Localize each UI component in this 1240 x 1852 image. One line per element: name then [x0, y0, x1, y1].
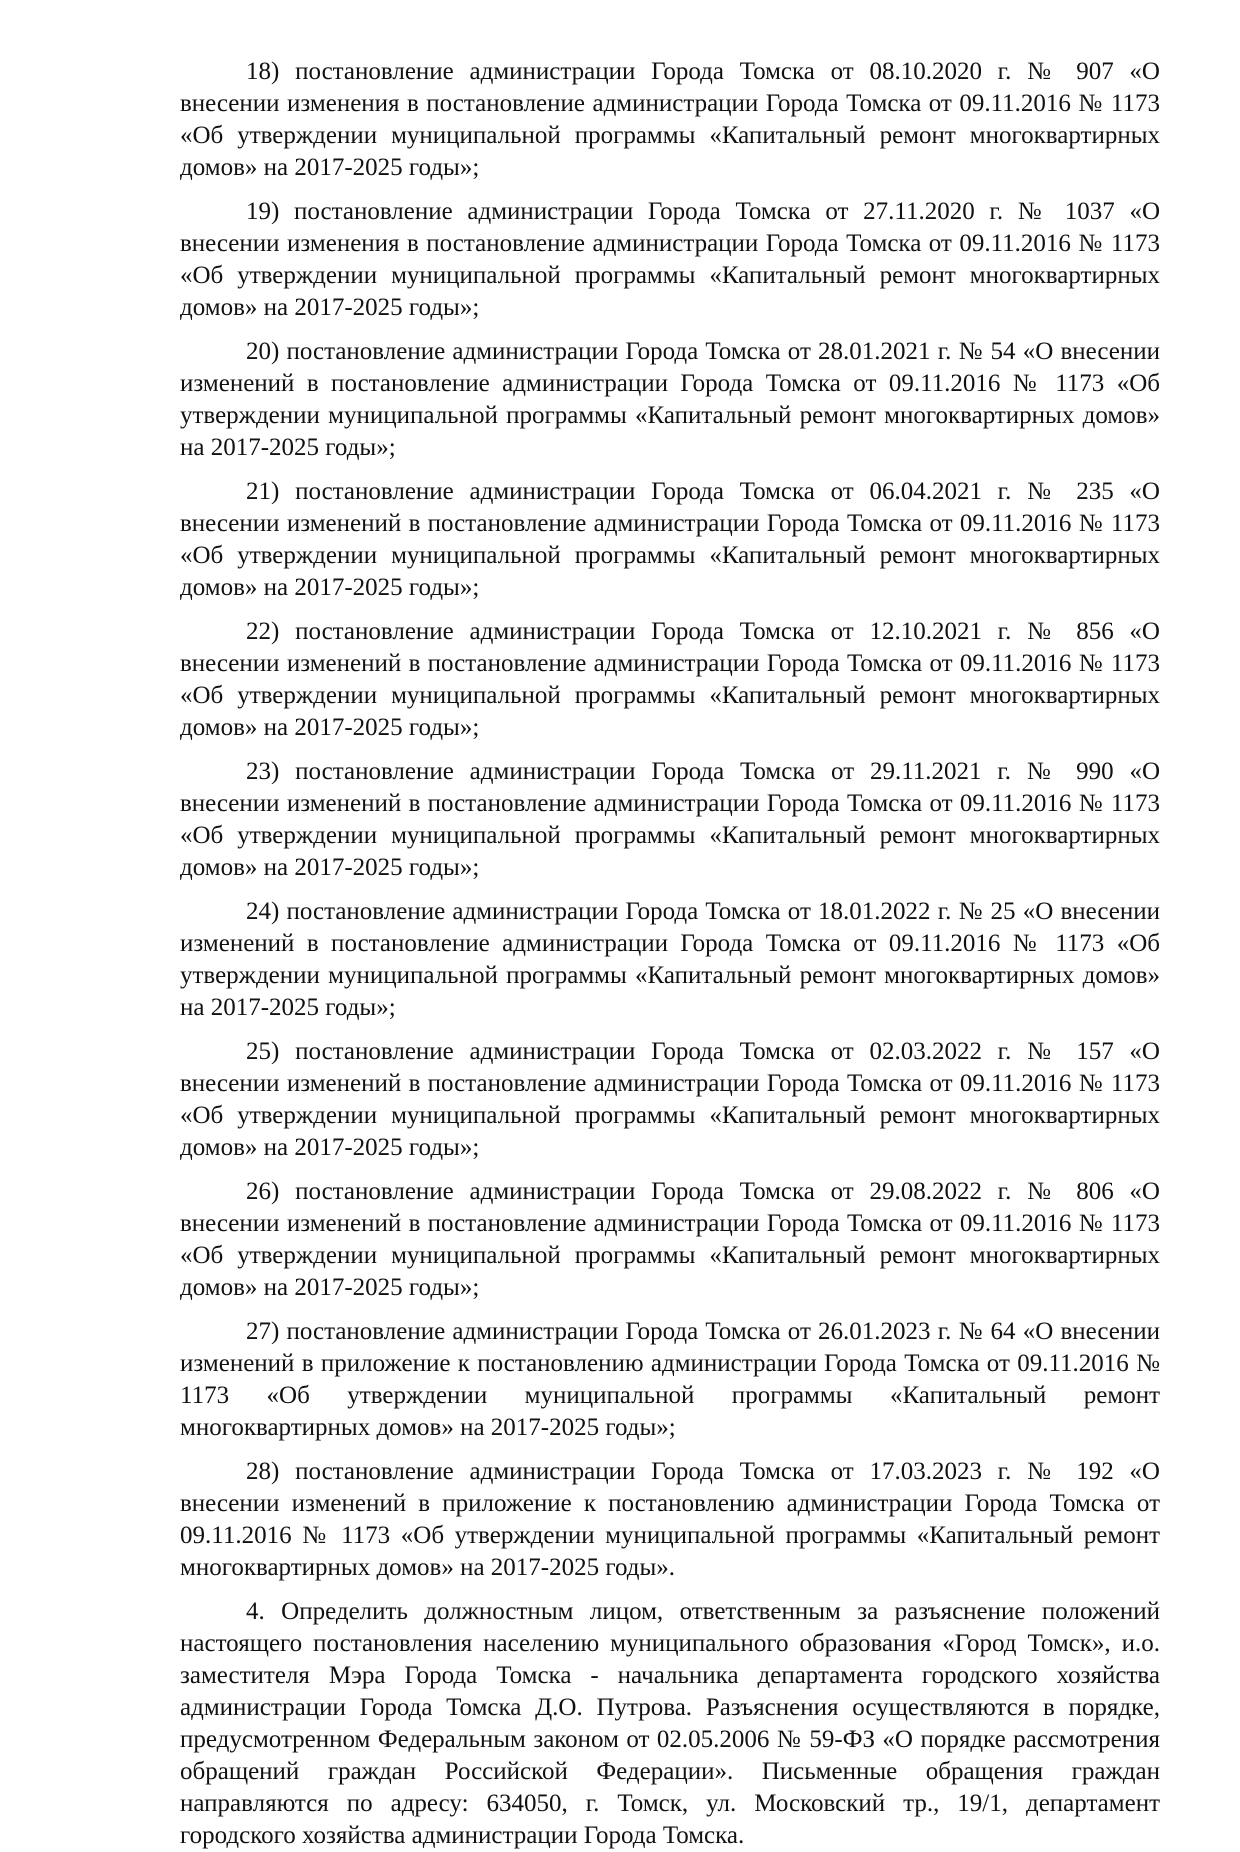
list-item-23: 23) постановление администрации Города Томска от 29.11.2021 г. № 990 «О внесении изменений в постановление администрации Города Томска от 09.11.2016 № 1173 «Об утверждении муниципальной программы «Капитальный ремонт многоквартирных домов» на 2017-2025 годы»; [180, 758, 1160, 881]
list-item-19: 19) постановление администрации Города Томска от 27.11.2020 г. № 1037 «О внесении изменения в постановление администрации Города Томска от 09.11.2016 № 1173 «Об утверждении муниципальной программы «Капитальный ремонт многоквартирных домов» на 2017-2025 годы»; [180, 198, 1160, 321]
list-item-26: 26) постановление администрации Города Томска от 29.08.2022 г. № 806 «О внесении изменений в постановление администрации Города Томска от 09.11.2016 № 1173 «Об утверждении муниципальной программы «Капитальный ремонт многоквартирных домов» на 2017-2025 годы»; [180, 1178, 1160, 1301]
list-item-22: 22) постановление администрации Города Томска от 12.10.2021 г. № 856 «О внесении изменений в постановление администрации Города Томска от 09.11.2016 № 1173 «Об утверждении муниципальной программы «Капитальный ремонт многоквартирных домов» на 2017-2025 годы»; [180, 618, 1160, 741]
list-item-20: 20) постановление администрации Города Томска от 28.01.2021 г. № 54 «О внесении изменений в постановление администрации Города Томска от 09.11.2016 № 1173 «Об утверждении муниципальной программы «Капитальный ремонт многоквартирных домов» на 2017-2025 годы»; [180, 338, 1160, 461]
list-item-18: 18) постановление администрации Города Томска от 08.10.2020 г. № 907 «О внесении изменения в постановление администрации Города Томска от 09.11.2016 № 1173 «Об утверждении муниципальной программы «Капитальный ремонт многоквартирных домов» на 2017-2025 годы»; [180, 58, 1160, 181]
clause-4: 4. Определить должностным лицом, ответственным за разъяснение положений настоящего постановления населению муниципального образования «Город Томск», и.о. заместителя Мэра Города Томска - начальника департамента городского хозяйства администрации Города Томска Д.О. Путрова. Разъяснения осуществляются в порядке, предусмотренном Федеральным законом от 02.05.2006 № 59-ФЗ «О порядке рассмотрения обращений граждан Российской Федерации». Письменные обращения граждан направляются по адресу: 634050, г. Томск, ул. Московский тр., 19/1, департамент городского хозяйства администрации Города Томска. [180, 1598, 1160, 1849]
list-item-24: 24) постановление администрации Города Томска от 18.01.2022 г. № 25 «О внесении изменений в постановление администрации Города Томска от 09.11.2016 № 1173 «Об утверждении муниципальной программы «Капитальный ремонт многоквартирных домов» на 2017-2025 годы»; [180, 898, 1160, 1021]
list-item-28: 28) постановление администрации Города Томска от 17.03.2023 г. № 192 «О внесении изменений в приложение к постановлению администрации Города Томска от 09.11.2016 № 1173 «Об утверждении муниципальной программы «Капитальный ремонт многоквартирных домов» на 2017-2025 годы». [180, 1458, 1160, 1581]
list-item-21: 21) постановление администрации Города Томска от 06.04.2021 г. № 235 «О внесении изменений в постановление администрации Города Томска от 09.11.2016 № 1173 «Об утверждении муниципальной программы «Капитальный ремонт многоквартирных домов» на 2017-2025 годы»; [180, 478, 1160, 601]
list-item-27: 27) постановление администрации Города Томска от 26.01.2023 г. № 64 «О внесении изменений в приложение к постановлению администрации Города Томска от 09.11.2016 № 1173 «Об утверждении муниципальной программы «Капитальный ремонт многоквартирных домов» на 2017-2025 годы»; [180, 1318, 1160, 1441]
list-item-25: 25) постановление администрации Города Томска от 02.03.2022 г. № 157 «О внесении изменений в постановление администрации Города Томска от 09.11.2016 № 1173 «Об утверждении муниципальной программы «Капитальный ремонт многоквартирных домов» на 2017-2025 годы»; [180, 1038, 1160, 1161]
